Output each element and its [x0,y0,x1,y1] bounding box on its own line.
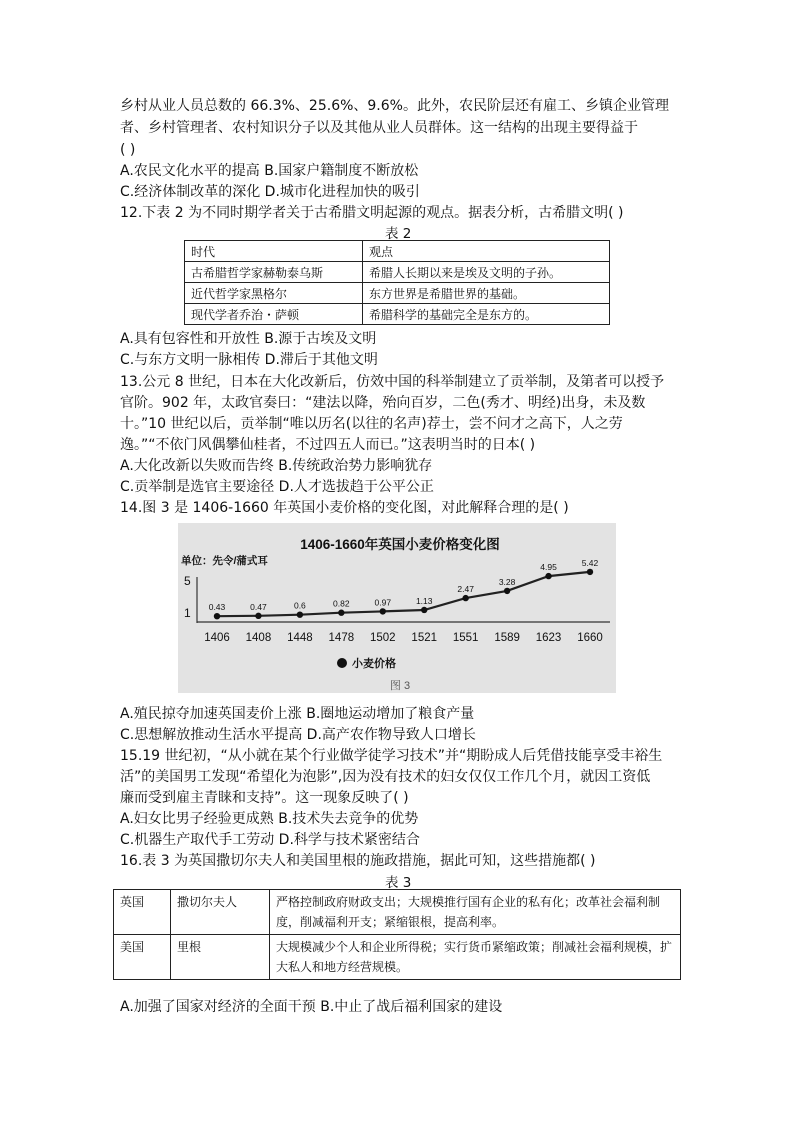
x-tick-label: 1406 [204,632,230,644]
table2-row [185,283,610,304]
q15-stem-line-1: 15.19 世纪初，“从小就在某个行业做学徒学习技术”并“期盼成人后凭借技能享受丰裕生 [120,748,663,764]
wheat-price-figure [178,523,616,693]
data-label: 0.82 [333,598,350,609]
q14-options-ab: A.殖民掠夺加速英国麦价上涨 B.圈地运动增加了粮食产量 [120,706,475,722]
chart-title: 1406-1660年英国小麦价格变化图 [300,537,500,552]
table3-cell: 美国 [114,935,171,980]
q13-stem-line-3: 十。”10 世纪以后，贡举制“唯以历名(以往的名声)荐士，尝不问才之高下，人之劳 [120,416,623,432]
figure-label: 图 3 [389,680,411,692]
table3-caption: 表 3 [385,875,412,891]
data-point [587,569,593,575]
q15-options-cd: C.机器生产取代手工劳动 D.科学与技术紧密结合 [120,832,420,848]
table2-cell: 东方世界是希腊世界的基础。 [363,283,610,304]
data-point [421,607,427,613]
data-point [380,608,386,614]
q12-options-cd: C.与东方文明一脉相传 D.滞后于其他文明 [120,352,378,368]
wheat-price-chart [178,523,616,693]
data-label: 0.6 [293,600,306,611]
data-label: 0.97 [374,597,392,608]
table3-cell: 大规模减少个人和企业所得税；实行货币紧缩政策；削减社会福利规模，扩大私人和地方经营规模。 [270,935,681,980]
q16-options-ab: A.加强了国家对经济的全面干预 B.中止了战后福利国家的建设 [120,999,503,1015]
q12-options-ab: A.具有包容性和开放性 B.源于古埃及文明 [120,331,377,347]
table2-caption: 表 2 [385,226,412,242]
x-tick-label: 1478 [328,632,355,644]
table2-cell: 古希腊哲学家赫勒泰乌斯 [185,262,363,283]
data-label: 5.42 [581,557,599,568]
data-label: 2.47 [457,584,474,595]
table2-cell: 近代哲学家黑格尔 [185,283,363,304]
q11-stem-line-2: 者、乡村管理者、农村知识分子以及其他从业人员群体。这一结构的出现主要得益于 [120,120,638,136]
x-tick-label: 1589 [494,632,520,644]
x-tick-label: 1448 [287,632,313,644]
q11-options-cd: C.经济体制改革的深化 D.城市化进程加快的吸引 [120,184,420,200]
q11-options-ab: A.农民文化水平的提高 B.国家户籍制度不断放松 [120,163,419,179]
table2-cell: 现代学者乔治・萨顿 [185,304,363,325]
table2-row [185,304,610,325]
y-tick-5: 5 [184,574,191,588]
q13-stem-line-4: 逸。”“不依门风偶攀仙桂者，不过四五人而已。”这表明当时的日本( ) [120,437,536,453]
q13-stem-line-2: 官阶。902 年，太政官奏曰：“建法以降，殆向百岁，二色(秀才、明经)出身，未及数 [120,395,646,411]
q14-options-cd: C.思想解放推动生活水平提高 D.高产农作物导致人口增长 [120,727,476,743]
data-point [255,613,261,619]
table2-row [185,262,610,283]
table3 [113,889,681,980]
x-tick-label: 1660 [577,632,603,644]
q13-options-cd: C.贡举制是选官主要途径 D.人才选拔趋于公平公正 [120,479,434,495]
data-label: 0.47 [250,601,267,612]
table2-header-row [185,241,610,262]
table3-row [114,935,681,980]
data-label: 0.43 [208,602,226,613]
table3-cell: 严格控制政府财政支出；大规模推行国有企业的私有化；改革社会福利制度，削减福利开支；紧缩银根，提高利率。 [270,890,681,935]
q15-options-ab: A.妇女比男子经验更成熟 B.技术失去竞争的优势 [120,811,419,827]
data-point [214,613,220,619]
table3-cell: 撒切尔夫人 [171,890,270,935]
table2-cell: 希腊科学的基础完全是东方的。 [363,304,610,325]
data-label: 3.28 [498,576,516,587]
q12-stem: 12.下表 2 为不同时期学者关于古希腊文明起源的观点。据表分析，古希腊文明( ) [120,205,624,221]
data-label: 1.13 [415,595,433,606]
series-line-wheat-price [217,572,590,616]
x-tick-label: 1521 [411,632,438,644]
x-tick-label: 1623 [535,632,562,644]
data-point [462,595,468,601]
q13-options-ab: A.大化改新以失败而告终 B.传统政治势力影响犹存 [120,458,433,474]
q14-stem: 14.图 3 是 1406-1660 年英国小麦价格的变化图，对此解释合理的是( ) [120,500,569,516]
q11-answer-bracket: ( ) [120,142,136,158]
data-point [504,588,510,594]
table2-cell: 希腊人长期以来是埃及文明的子孙。 [363,262,610,283]
table2 [184,240,610,325]
x-tick-label: 1408 [245,632,272,644]
y-tick-1: 1 [184,606,191,620]
data-point [545,573,551,579]
data-point [297,611,303,617]
chart-unit-label: 单位：先令/蒲式耳 [181,555,268,567]
table3-cell: 英国 [114,890,171,935]
table3-row [114,890,681,935]
q13-stem-line-1: 13.公元 8 世纪，日本在大化改新后，仿效中国的科举制建立了贡举制，及第者可以授予 [120,374,665,390]
x-tick-label: 1551 [452,632,479,644]
legend-label: 小麦价格 [352,658,396,670]
q15-stem-line-2: 活”的美国男工发现“希望化为泡影”,因为没有技术的妇女仅仅工作几个月，就因工资低 [120,769,651,785]
q16-stem: 16.表 3 为英国撒切尔夫人和美国里根的施政措施，据此可知，这些措施都( ) [120,853,596,869]
x-tick-label: 1502 [369,632,396,644]
table3-cell: 里根 [171,935,270,980]
table2-header-cell: 观点 [363,241,610,262]
table2-header-cell: 时代 [185,241,363,262]
data-label: 4.95 [540,562,557,573]
q15-stem-line-3: 廉而受到雇主青睐和支持”。这一现象反映了( ) [120,790,409,806]
data-point [338,610,344,616]
q11-stem-line-1: 乡村从业人员总数的 66.3%、25.6%、9.6%。此外，农民阶层还有雇工、乡镇企业管理 [120,98,669,114]
legend-marker [337,658,347,668]
